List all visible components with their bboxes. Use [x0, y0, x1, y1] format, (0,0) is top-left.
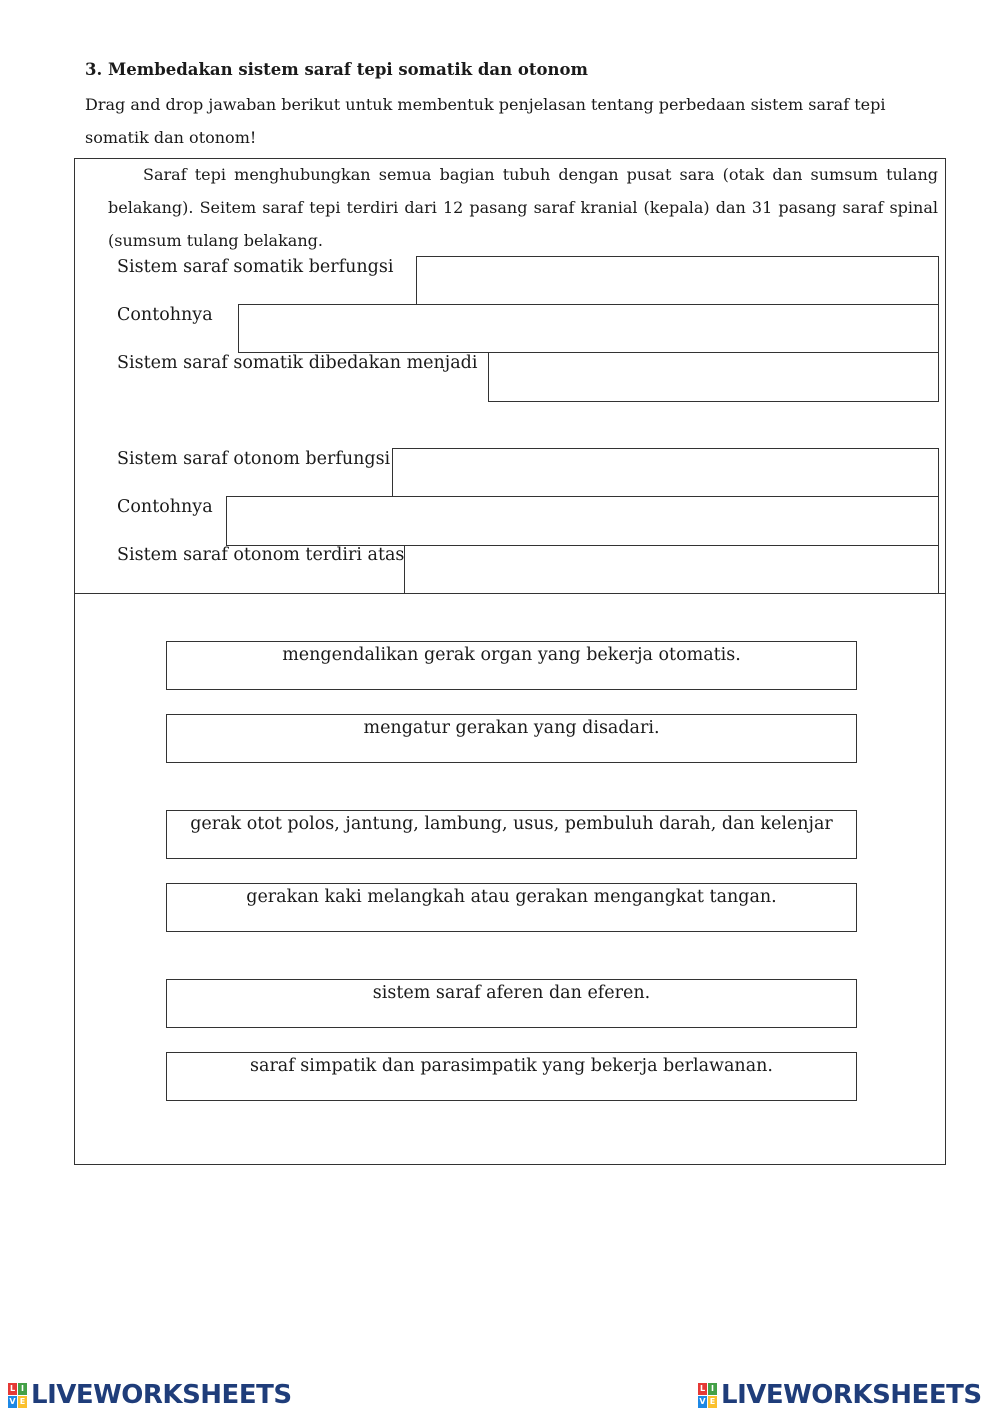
- answer-option-1[interactable]: mengendalikan gerak organ yang bekerja otomatis.: [166, 641, 857, 690]
- somatic-types-drop-zone[interactable]: [488, 352, 939, 402]
- brand-wordmark: LIVEWORKSHEETS: [721, 1380, 982, 1410]
- autonomic-example-label: Contohnya: [117, 497, 213, 517]
- autonomic-example-drop-zone[interactable]: [226, 496, 939, 546]
- autonomic-parts-drop-zone[interactable]: [404, 545, 939, 594]
- passage-rest: belakang). Seitem saraf tepi terdiri dari 12 pasang saraf kranial (kepala) dan 31 pasang saraf spinal (sumsum tulang belakang.: [108, 198, 938, 250]
- answer-option-3[interactable]: gerak otot polos, jantung, lambung, usus, pembuluh darah, dan kelenjar: [166, 810, 857, 859]
- answer-option-2[interactable]: mengatur gerakan yang disadari.: [166, 714, 857, 763]
- instruction-text: Drag and drop jawaban berikut untuk membentuk penjelasan tentang perbedaan sistem saraf tepi somatik dan otonom!: [85, 95, 886, 147]
- logo-mark-icon: L I V E: [9, 1383, 26, 1406]
- somatic-example-drop-zone[interactable]: [238, 304, 939, 353]
- answer-option-5[interactable]: sistem saraf aferen dan eferen.: [166, 979, 857, 1028]
- autonomic-function-drop-zone[interactable]: [392, 448, 939, 497]
- autonomic-parts-label: Sistem saraf otonom terdiri atas: [117, 545, 405, 565]
- autonomic-function-label: Sistem saraf otonom berfungsi: [117, 449, 391, 469]
- brand-wordmark: LIVEWORKSHEETS: [31, 1380, 292, 1410]
- liveworksheets-logo-left: [8, 1380, 292, 1410]
- logo-mark-icon: L I V E: [699, 1383, 716, 1406]
- answer-option-6[interactable]: saraf simpatik dan parasimpatik yang bekerja berlawanan.: [166, 1052, 857, 1101]
- passage-line-1: Saraf tepi menghubungkan semua bagian tubuh dengan pusat sara (otak dan sumsum tulang: [143, 165, 938, 184]
- somatic-types-label: Sistem saraf somatik dibedakan menjadi: [117, 353, 478, 373]
- exercise-title: 3. Membedakan sistem saraf tepi somatik dan otonom: [85, 60, 588, 79]
- somatic-example-label: Contohnya: [117, 305, 213, 325]
- liveworksheets-logo-right: [698, 1380, 982, 1410]
- answer-option-4[interactable]: gerakan kaki melangkah atau gerakan mengangkat tangan.: [166, 883, 857, 932]
- intro-passage: [108, 158, 938, 257]
- somatic-function-label: Sistem saraf somatik berfungsi: [117, 257, 394, 277]
- somatic-function-drop-zone[interactable]: [416, 256, 939, 305]
